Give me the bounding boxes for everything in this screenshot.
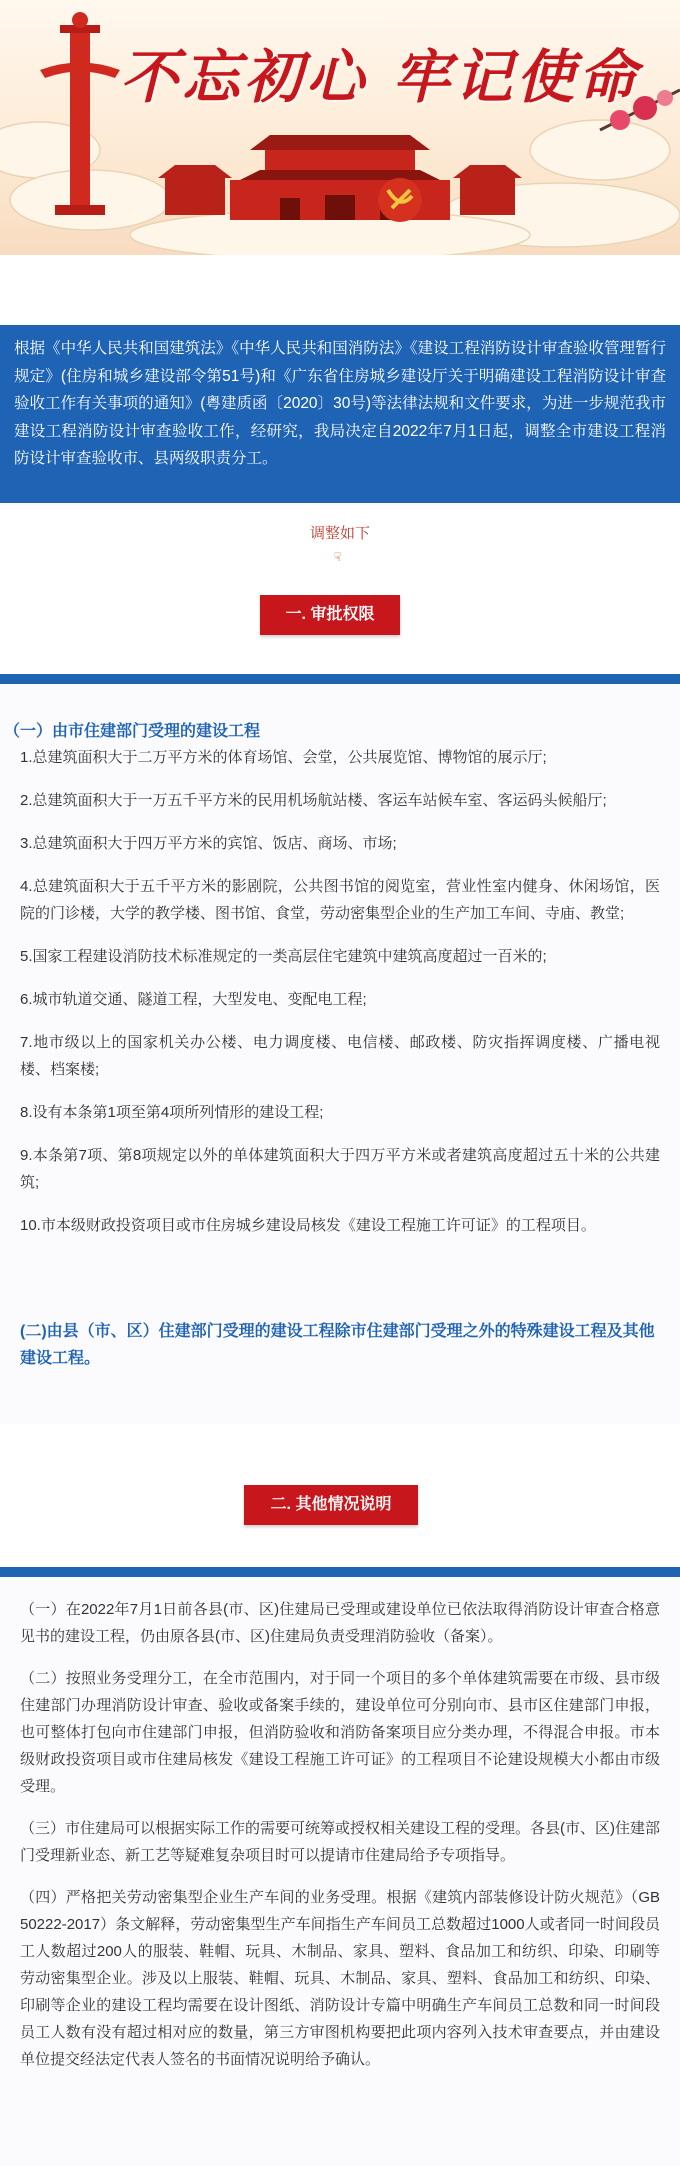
- section2-list: [20, 1596, 660, 2088]
- list-item: 2.总建筑面积大于一万五千平方米的民用机场航站楼、客运车站候车室、客运码头候船厅;: [20, 792, 607, 809]
- list-item: （三）市住建局可以根据实际工作的需要可统筹或授权相关建设工程的受理。各县(市、区)住建部门受理新业态、新工艺等疑难复杂项目时可以提请市住建局给予专项指导。: [20, 1820, 660, 1864]
- list-item: 10.市本级财政投资项目或市住房城乡建设局核发《建设工程施工许可证》的工程项目。: [20, 1217, 596, 1234]
- list-item: （二）按照业务受理分工，在全市范围内，对于同一个项目的多个单体建筑需要在市级、县市级住建部门办理消防设计审查、验收或备案手续的，建设单位可分别向市、县市区住建部门申报，也可整体打包向市住建部门申报，但消防验收和消防备案项目应分类办理，不得混合申报。市本级财政投资项目或市住建局核发《建设工程施工许可证》的工程项目不论建设规模大小都由市级受理。: [20, 1670, 660, 1795]
- section1-subheading-city: （一）由市住建部门受理的建设工程: [4, 723, 261, 740]
- banner-title: 不忘初心 牢记使命: [120, 43, 641, 111]
- list-item: 4.总建筑面积大于五千平方米的影剧院，公共图书馆的阅览室，营业性室内健身、休闲场馆，医院的门诊楼，大学的教学楼、图书馆、食堂，劳动密集型企业的生产加工车间、寺庙、教堂;: [20, 878, 660, 922]
- section-title-approval: 一. 审批权限: [260, 595, 400, 635]
- section1-subheading-county: (二)由县（市、区）住建部门受理的建设工程除市住建部门受理之外的特殊建设工程及其他建设工程。: [20, 1323, 655, 1367]
- list-item: 5.国家工程建设消防技术标准规定的一类高层住宅建筑中建筑高度超过一百米的;: [20, 948, 547, 965]
- list-item: 8.设有本条第1项至第4项所列情形的建设工程;: [20, 1104, 324, 1121]
- list-item: 6.城市轨道交通、隧道工程，大型发电、变配电工程;: [20, 991, 367, 1008]
- list-item: 9.本条第7项、第8项规定以外的单体建筑面积大于四万平方米或者建筑高度超过五十米的公共建筑;: [20, 1147, 660, 1191]
- section-divider: [0, 674, 680, 684]
- list-item: （一）在2022年7月1日前各县(市、区)住建局已受理或建设单位已依法取得消防设计审查合格意见书的建设工程，仍由原各县(市、区)住建局负责受理消防验收（备案）。: [20, 1601, 660, 1645]
- section-title-other: 二. 其他情况说明: [244, 1485, 418, 1525]
- intro-text: 根据《中华人民共和国建筑法》《中华人民共和国消防法》《建设工程消防设计审查验收管理暂行规定》(住房和城乡建设部令第51号)和《广东省住房城乡建设厅关于明确建设工程消防设计审查验收工作有关事项的通知》(粤建质函〔2020〕30号)等法律法规和文件要求，为进一步规范我市建设工程消防设计审查验收工作，经研究，我局决定自2022年7月1日起，调整全市建设工程消防设计审查验收市、县两级职责分工。: [14, 340, 666, 467]
- header-banner: [0, 0, 680, 255]
- adjust-label: 调整如下: [309, 525, 370, 542]
- list-item: 3.总建筑面积大于四万平方米的宾馆、饭店、商场、市场;: [20, 835, 397, 852]
- list-item: 7.地市级以上的国家机关办公楼、电力调度楼、电信楼、邮政楼、防灾指挥调度楼、广播电视楼、档案楼;: [20, 1034, 660, 1078]
- list-item: （四）严格把关劳动密集型企业生产车间的业务受理。根据《建筑内部装修设计防火规范》（GB 50222-2017）条文解释，劳动密集型生产车间指生产车间员工总数超过1000人或者同一时间段员工人数超过200人的服装、鞋帽、玩具、木制品、家具、塑料、食品加工和纺织、印染、印刷等劳动密集型企业。涉及以上服装、鞋帽、玩具、木制品、家具、塑料、食品加工和纺织、印染、印刷等企业的建设工程均需要在设计图纸、消防设计专篇中明确生产车间员工总数和同一时间段员工人数有没有超过相对应的数量，第三方审图机构要把此项内容列入技术审查要点，并由建设单位提交经法定代表人签名的书面情况说明给予确认。: [20, 1889, 660, 2068]
- list-item: 1.总建筑面积大于二万平方米的体育场馆、会堂，公共展览馆、博物馆的展示厅;: [20, 749, 547, 766]
- pointing-down-icon: ☟: [334, 550, 342, 564]
- party-emblem-icon: [378, 178, 422, 222]
- section-divider: [0, 1567, 680, 1577]
- section1-list: [20, 744, 660, 1255]
- intro-panel: [0, 325, 680, 503]
